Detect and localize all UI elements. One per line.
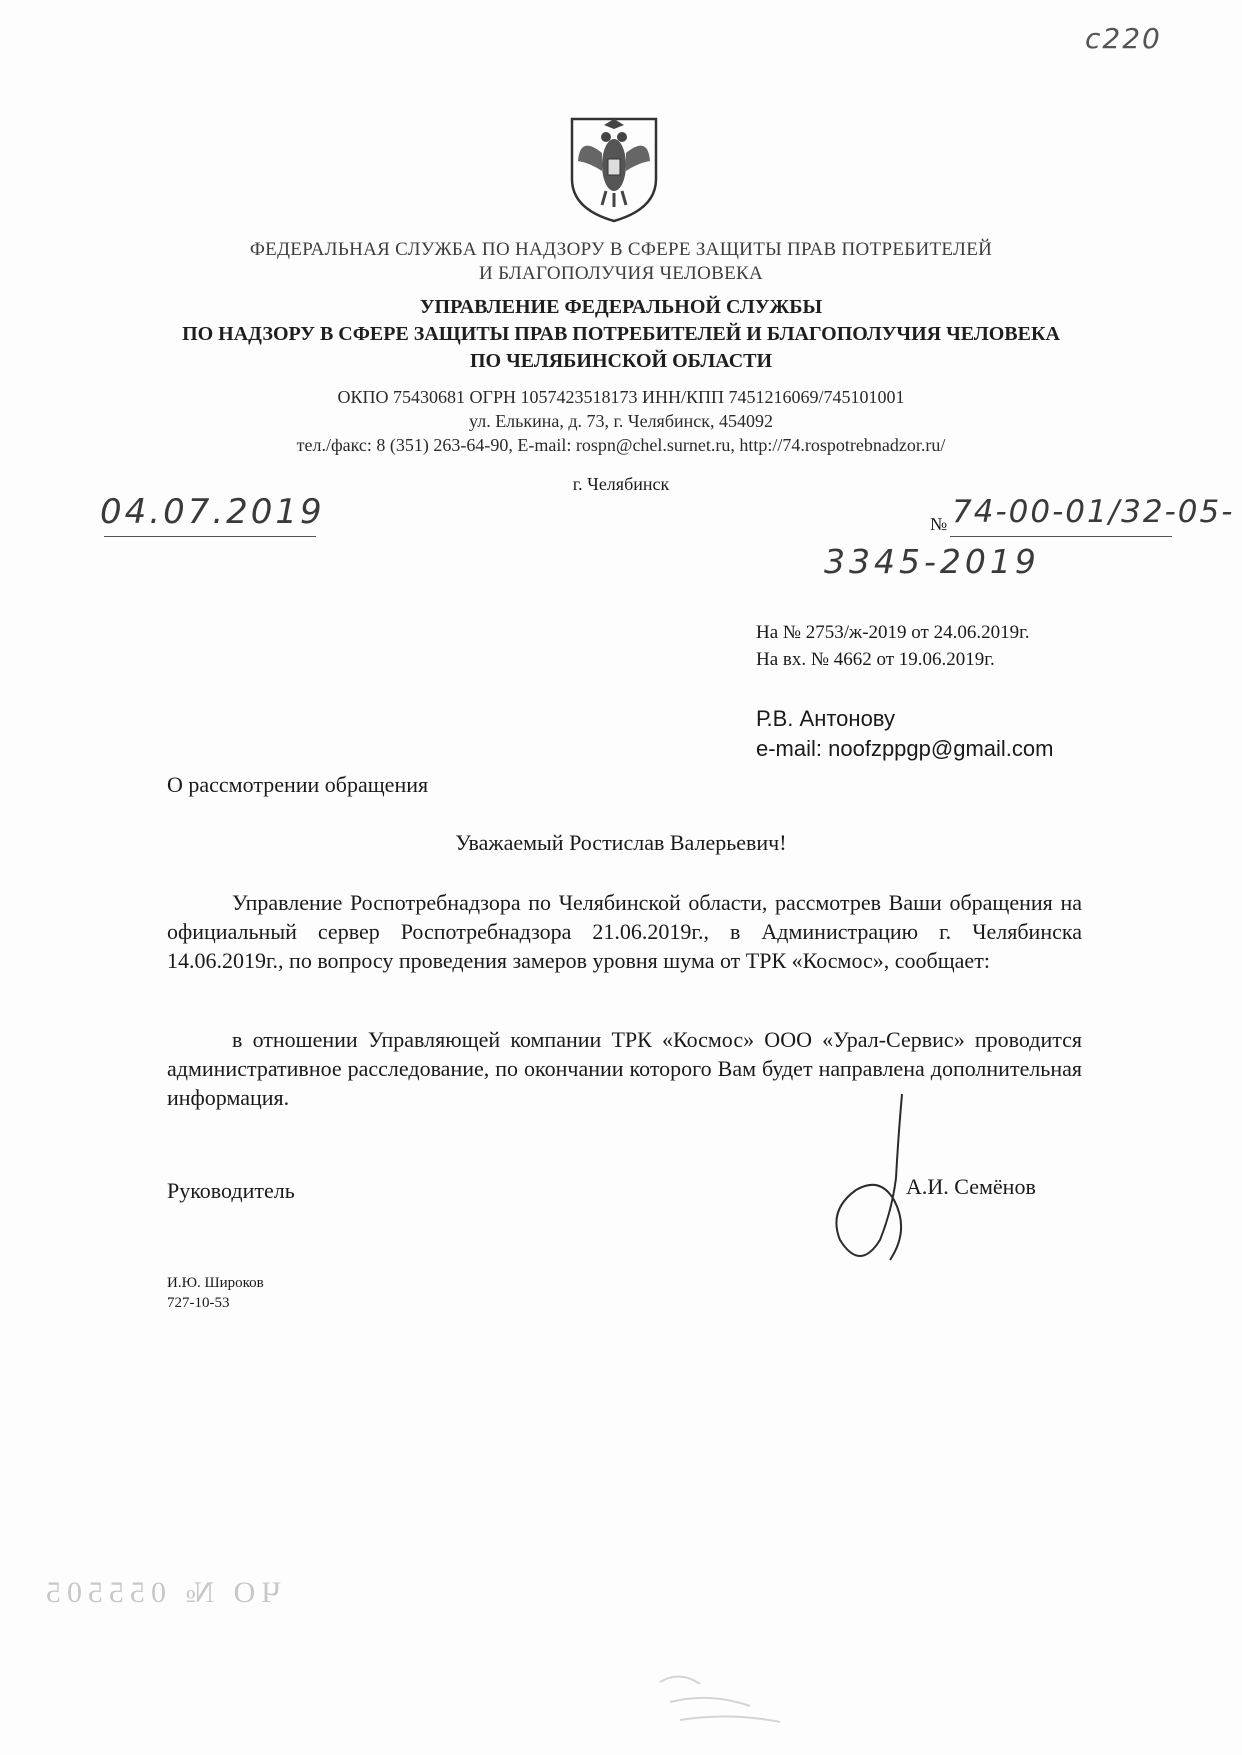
requisites-address: ул. Елькина, д. 73, г. Челябинск, 454092: [469, 411, 773, 431]
agency-name-line2: И БЛАГОПОЛУЧИЯ ЧЕЛОВЕКА: [479, 263, 763, 284]
date-underline: [104, 536, 316, 537]
handwritten-outgoing-number-line2: 3345-2019: [824, 542, 1040, 581]
handwritten-outgoing-number-line1: 74-00-01/32-05-: [952, 494, 1235, 530]
signer-name: А.И. Семёнов: [906, 1174, 1036, 1199]
agency-name-line1: ФЕДЕРАЛЬНАЯ СЛУЖБА ПО НАДЗОРУ В СФЕРЕ ЗАЩИТЫ ПРАВ ПОТРЕБИТЕЛЕЙ: [249, 239, 993, 260]
department-name-line3: ПО ЧЕЛЯБИНСКОЙ ОБЛАСТИ: [469, 350, 773, 372]
handwritten-date: 04.07.2019: [100, 492, 325, 532]
department-name-line2: ПО НАДЗОРУ В СФЕРЕ ЗАЩИТЫ ПРАВ ПОТРЕБИТЕЛЕЙ И БЛАГОПОЛУЧИЯ ЧЕЛОВЕКА: [182, 323, 1060, 345]
body-paragraph-1: Управление Роспотребнадзора по Челябинской области, рассмотрев Ваши обращения на официальный сервер Роспотребнадзора 21.06.2019г., в Администрацию г. Челябинска 14.06.2019г., по вопросу проведения замеров уровня шума от ТРК «Космос», сообщает:: [167, 890, 1082, 973]
letter-subject: О рассмотрении обращения: [167, 772, 429, 797]
recipient-name: Р.В. Антонову: [756, 706, 896, 731]
number-sign: №: [930, 514, 948, 534]
faint-handwritten-mark: [640, 1662, 800, 1732]
signer-position: Руководитель: [167, 1178, 295, 1203]
requisites-contacts: тел./факс: 8 (351) 263-64-90, E-mail: rospn@chel.surnet.ru, http://74.rospotrebnadzor.ru/: [296, 435, 946, 455]
reference-number-line1: На № 2753/ж-2019 от 24.06.2019г.: [756, 622, 1030, 643]
department-name-line1: УПРАВЛЕНИЕ ФЕДЕРАЛЬНОЙ СЛУЖБЫ: [419, 296, 823, 318]
executor-name: И.Ю. Широков: [167, 1275, 264, 1291]
executor-phone: 727-10-53: [167, 1295, 230, 1311]
recipient-email: e-mail: noofzppgp@gmail.com: [756, 736, 1054, 761]
coat-of-arms-icon: [566, 113, 662, 225]
body-paragraph-2: в отношении Управляющей компании ТРК «Космос» ООО «Урал-Сервис» проводится административное расследование, по окончании которого Вам будет направлена дополнительная информация.: [167, 1027, 1082, 1110]
requisites-codes: ОКПО 75430681 ОГРН 1057423518173 ИНН/КПП 7451216069/745101001: [337, 387, 905, 407]
city-name: г. Челябинск: [572, 474, 670, 494]
letter-greeting: Уважаемый Ростислав Валерьевич!: [455, 830, 787, 855]
reference-number-line2: На вх. № 4662 от 19.06.2019г.: [756, 649, 995, 670]
blank-serial-number: ЧО № 055505: [40, 1576, 281, 1609]
handwritten-corner-mark: с220: [1085, 22, 1162, 55]
number-underline: [950, 536, 1172, 537]
